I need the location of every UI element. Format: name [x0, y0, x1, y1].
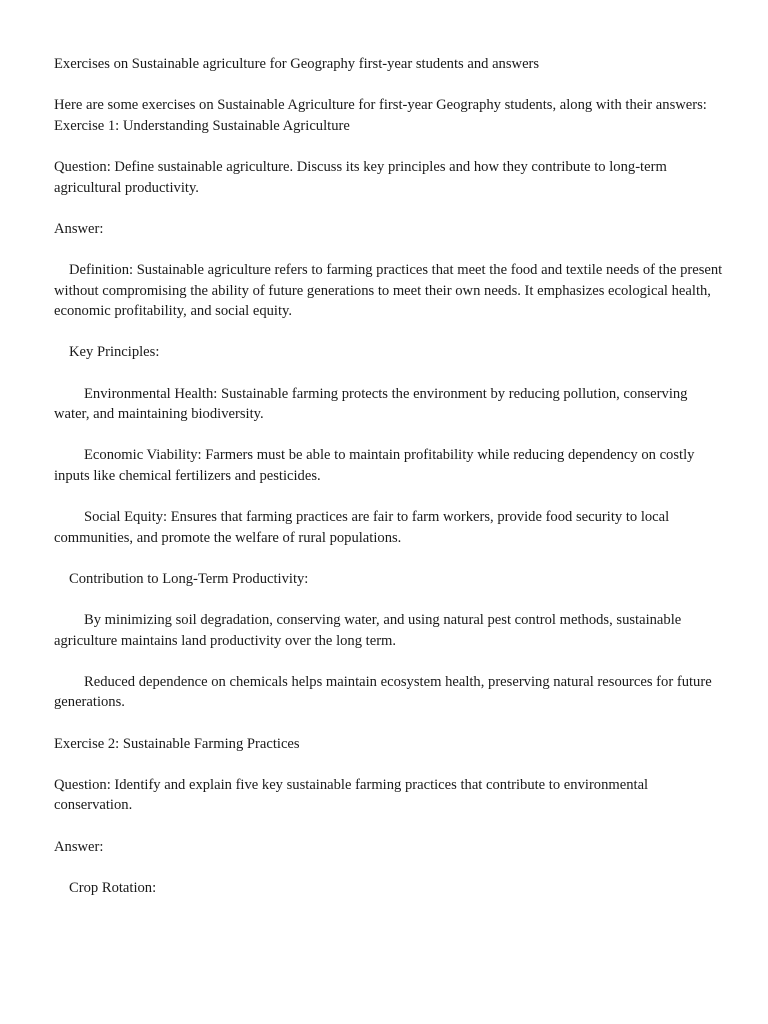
contribution-label: Contribution to Long-Term Productivity:	[69, 570, 309, 587]
principle-economic-viability: Economic Viability: Farmers must be able to maintain profitability while reducing dependency on costly inputs like chemical fertilizers and pesticides.	[54, 447, 695, 484]
document-title: Exercises on Sustainable agriculture for Geography first-year students and answers	[54, 56, 540, 72]
key-principles-label: Key Principles:	[69, 344, 160, 361]
principle-social-equity: Social Equity: Ensures that farming practices are fair to farm workers, provide food security to local communities, and promote the welfare of rural populations.	[54, 509, 670, 546]
exercise-1-answer-label: Answer:	[54, 220, 104, 237]
document-page	[54, 54, 726, 919]
exercise-1-question: Question: Define sustainable agriculture. Discuss its key principles and how they contribute to long-term agricultural productivity.	[54, 158, 667, 196]
exercise-1-heading: Exercise 1: Understanding Sustainable Agriculture	[54, 117, 350, 134]
contribution-item-chemicals: Reduced dependence on chemicals helps maintain ecosystem health, preserving natural resources for future generations.	[54, 673, 712, 711]
contribution-item-soil: By minimizing soil degradation, conserving water, and using natural pest control methods, sustainable agriculture maintains land productivity over the long term.	[54, 612, 682, 649]
principle-environmental-health: Environmental Health: Sustainable farming protects the environment by reducing pollution, conserving water, and maintaining biodiversity.	[54, 385, 688, 423]
definition-paragraph: Definition: Sustainable agriculture refers to farming practices that meet the food and textile needs of the present without compromising the ability of future generations to meet their own needs. It emphasizes ecological health, economic profitability, and social equity.	[54, 261, 723, 320]
exercise-2-answer-label: Answer:	[54, 838, 104, 855]
crop-rotation-label: Crop Rotation:	[69, 879, 157, 896]
exercise-2-question: Question: Identify and explain five key sustainable farming practices that contribute to environmental conservation.	[54, 776, 649, 814]
intro-paragraph: Here are some exercises on Sustainable Agriculture for first-year Geography students, along with their answers:	[54, 97, 707, 114]
exercise-2-heading: Exercise 2: Sustainable Farming Practices	[54, 735, 300, 752]
